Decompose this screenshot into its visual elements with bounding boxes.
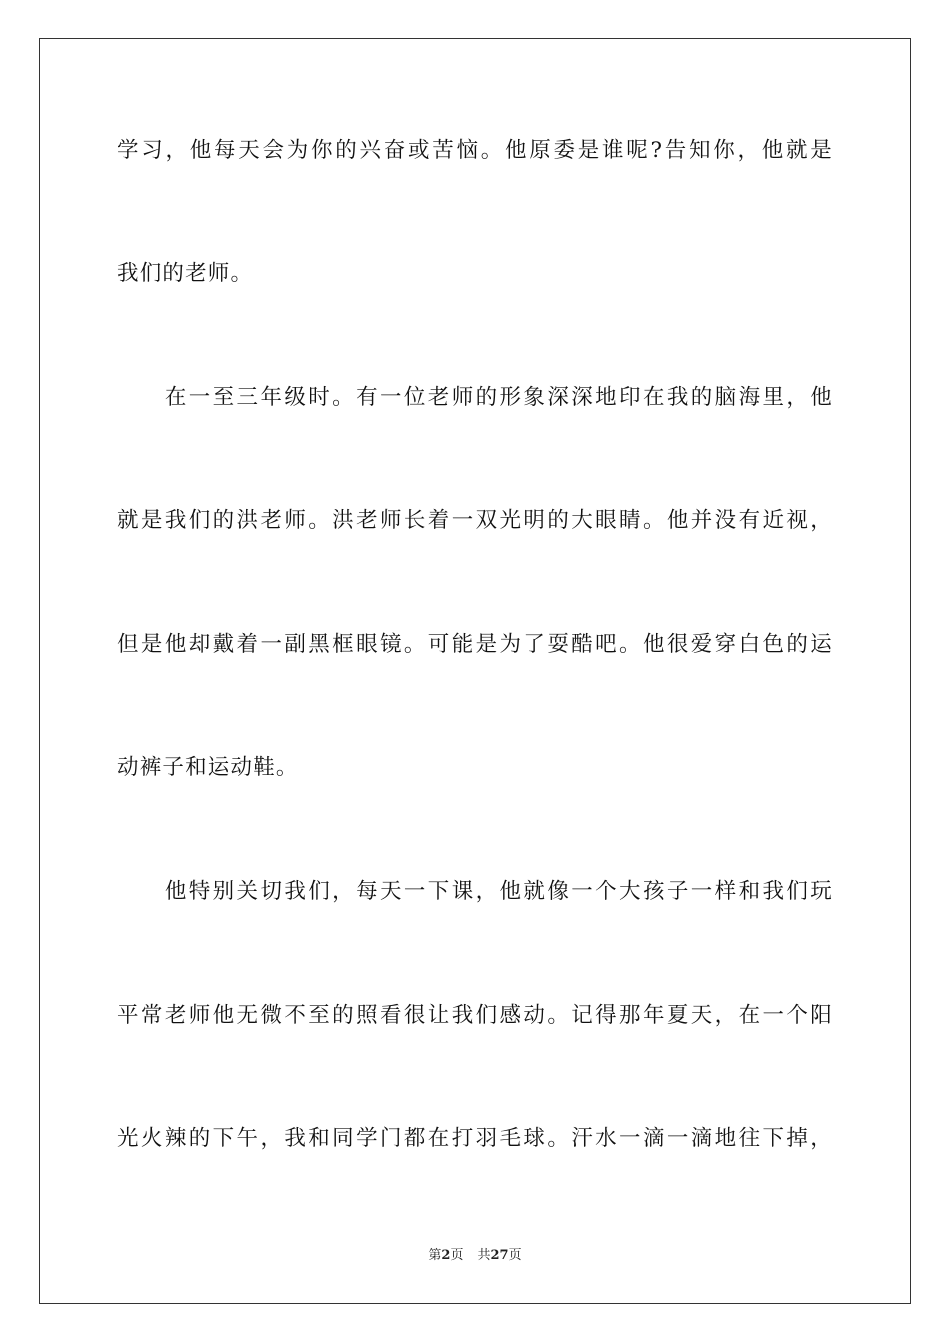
footer-page-suffix: 页 [450,1248,464,1263]
footer-total-suffix: 页 [508,1248,522,1263]
text-line-8: 平常老师他无微不至的照看很让我们感动。记得那年夏天，在一个阳 [117,1003,833,1028]
text-line-1: 学习，他每天会为你的兴奋或苦恼。他原委是谁呢?告知你，他就是 [117,138,833,163]
text-line-4: 就是我们的洪老师。洪老师长着一双光明的大眼睛。他并没有近视， [117,508,833,533]
text-line-3: 在一至三年级时。有一位老师的形象深深地印在我的脑海里，他 [117,385,833,410]
footer-page-prefix: 第 [428,1248,442,1263]
page-footer [0,1247,950,1265]
text-line-7: 他特别关切我们，每天一下课，他就像一个大孩子一样和我们玩 [117,879,833,904]
text-line-5: 但是他却戴着一副黑框眼镜。可能是为了耍酷吧。他很爱穿白色的运 [117,632,833,657]
footer-total-pages: 27 [490,1248,509,1263]
footer-page-number: 2 [441,1248,451,1263]
text-line-2: 我们的老师。 [117,261,254,286]
page-border [39,38,911,1304]
text-line-9: 光火辣的下午，我和同学门都在打羽毛球。汗水一滴一滴地往下掉， [117,1126,833,1151]
footer-total-prefix: 共 [477,1248,491,1263]
text-line-6: 动裤子和运动鞋。 [117,755,299,780]
